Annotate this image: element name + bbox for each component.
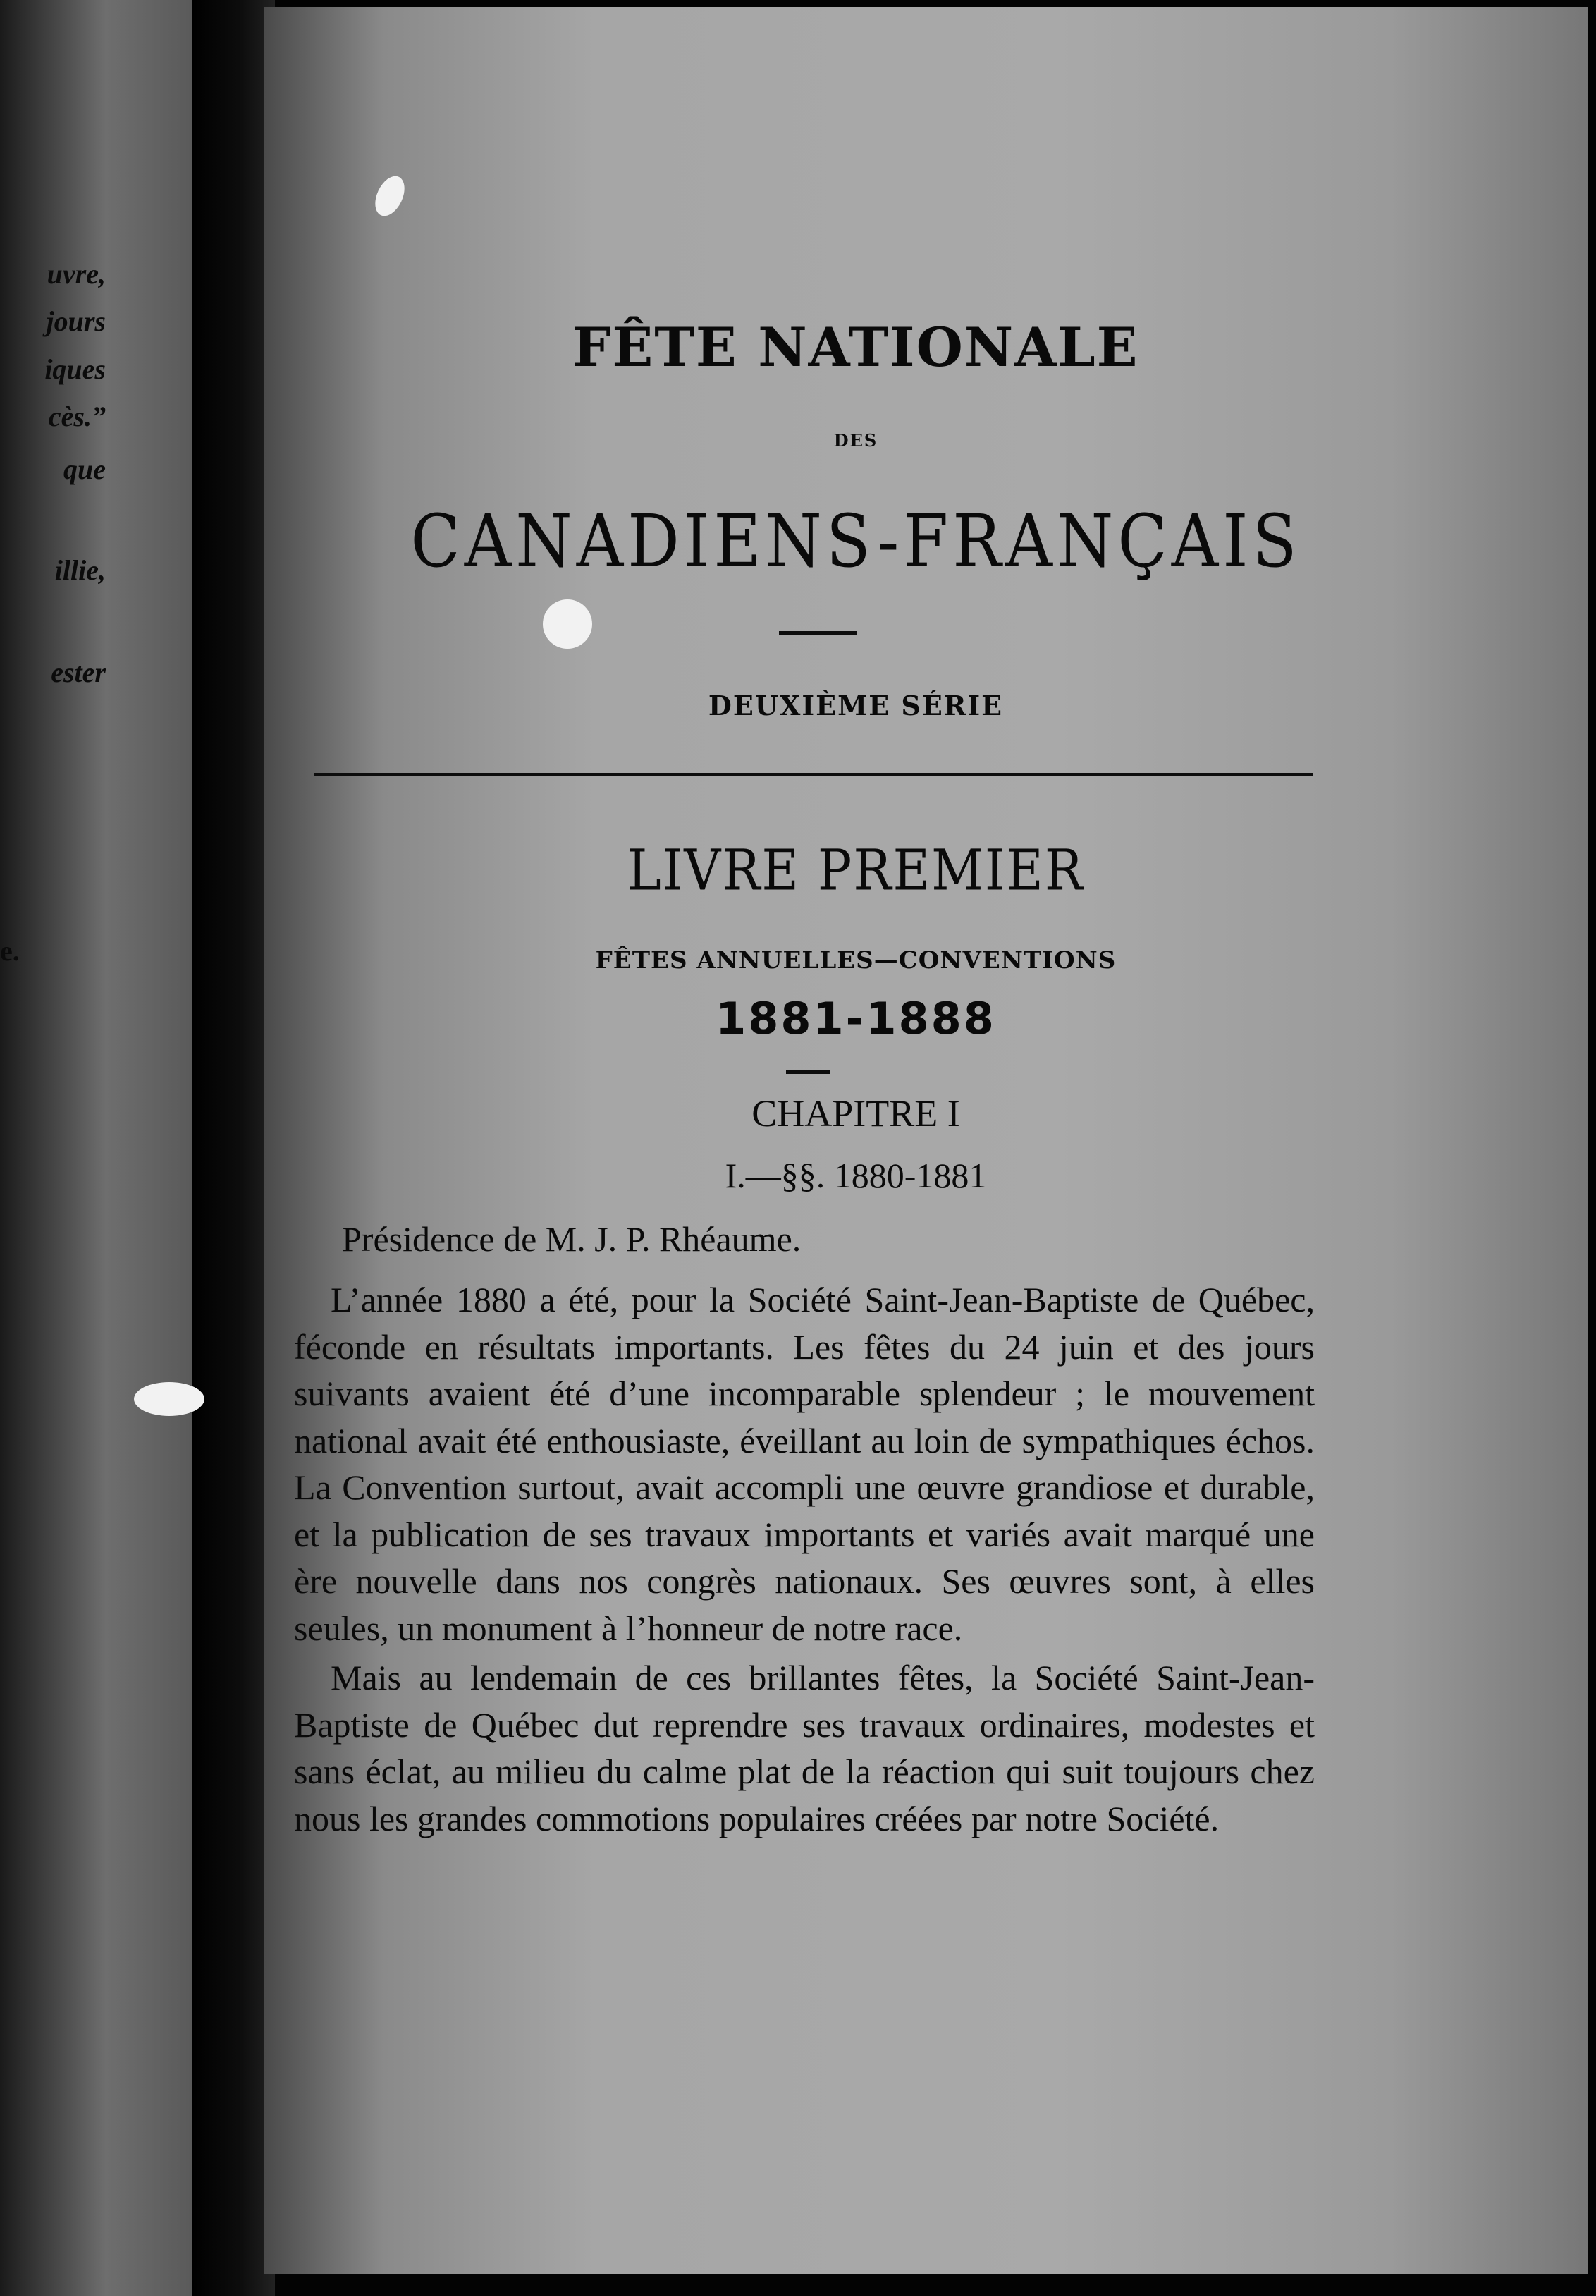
facing-page-edge [0,0,192,2296]
paragraph: Mais au lendemain de ces brillantes fêtes, la Société Saint-Jean-Baptiste de Québec dut reprendre ses travaux ordinaires, modestes et sans éclat, au milieu du calme plat de la réaction qui suit toujours chez nous les grandes commotions populaires créées par notre Société. [294,1658,1315,1838]
title-line-2: CANADIENS-FRANÇAIS [410,499,1301,584]
body-text [294,1276,1315,1842]
chapter-heading: CHAPITRE I [751,1092,960,1135]
facing-page-text-fragment: cès.” [48,401,106,432]
book-page [264,7,1588,2274]
section-heading: I.—§§. 1880-1881 [725,1156,987,1195]
presidency-line: Présidence de M. J. P. Rhéaume. [342,1219,802,1259]
book-years: 1881-1888 [716,993,996,1044]
facing-page-text-fragment: jours [46,305,106,337]
facing-page-text-fragment: uvre, [47,258,106,290]
title-connector: DES [833,430,878,451]
book-gutter [192,0,275,2296]
paper-blemish [134,1382,204,1416]
facing-page-text-fragment: iques [44,353,106,385]
facing-page-text-fragment: e. [0,935,20,967]
facing-page-text-fragment: illie, [54,554,106,586]
short-rule [786,1070,830,1074]
short-rule [779,631,857,635]
facing-page-text-fragment: que [63,453,106,485]
book-subheading: FÊTES ANNUELLES—CONVENTIONS [595,946,1117,975]
facing-page-text-fragment: ester [51,657,106,688]
title-line-1: FÊTE NATIONALE [572,316,1139,379]
series-label: DEUXIÈME SÉRIE [708,690,1004,721]
book-heading: LIVRE PREMIER [627,838,1085,903]
paper-blemish [543,599,592,649]
paper-blemish [369,171,410,221]
section-divider [314,773,1313,776]
paragraph: L’année 1880 a été, pour la Société Saint-Jean-Baptiste de Québec, féconde en résultats importants. Les fêtes du 24 juin et des jours suivants avaient été d’une incomparable splendeur ; le mouvement national avait été enthousiaste, éveillant au loin de sympathiques échos. La Convention surtout, avait accompli une œuvre grandiose et durable, et la publication de ses travaux importants et variés avait marqué une ère nouvelle dans nos congrès nationaux. Ses œuvres sont, à elles seules, un monument à l’honneur de notre race. [294,1280,1315,1648]
